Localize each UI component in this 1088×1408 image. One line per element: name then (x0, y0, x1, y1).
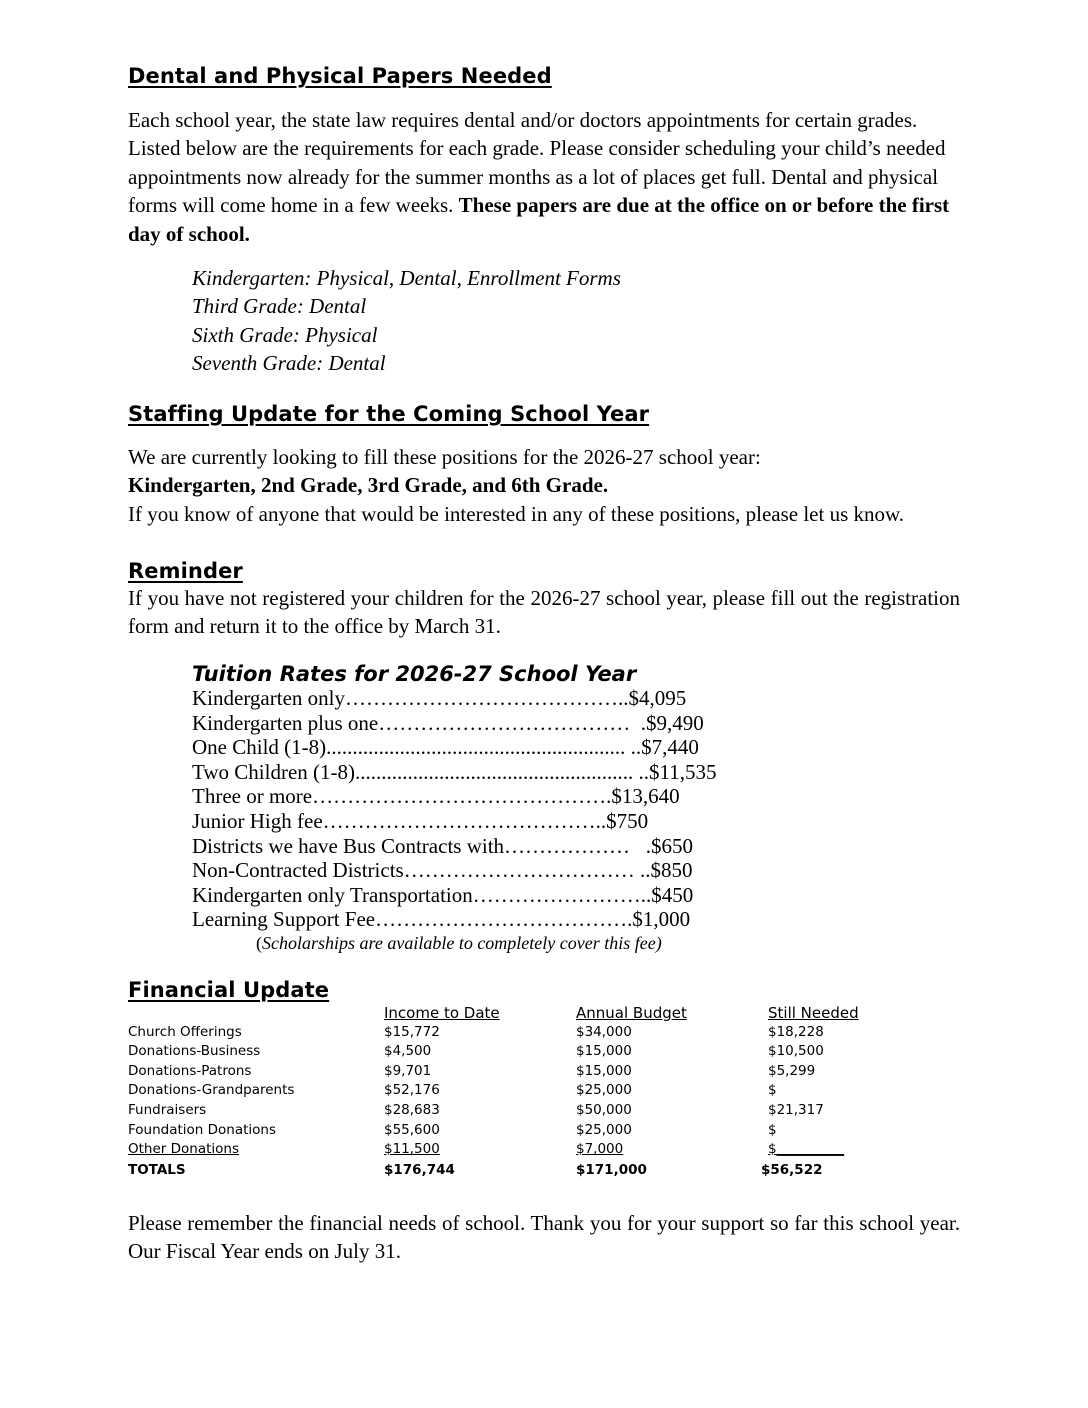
tuition-price: $11,535 (649, 759, 717, 784)
tuition-row (192, 686, 716, 711)
income-to-date: $52,176 (384, 1082, 440, 1099)
column-header-budget: Annual Budget (576, 1004, 687, 1022)
closing-paragraph: Please remember the financial needs of school. Thank you for your support so far this school year. Our Fiscal Year ends on July 31. (128, 1211, 960, 1264)
tuition-row (192, 711, 716, 736)
still-needed: $ (768, 1082, 777, 1099)
tuition-leader: …………………….. (472, 882, 652, 907)
tuition-leader: ......................................................... .. (326, 735, 642, 760)
tuition-price: $9,490 (645, 710, 704, 735)
tuition-label: One Child (1-8) (192, 735, 327, 760)
staffing-positions: Kindergarten, 2nd Grade, 3rd Grade, and 6th Grade. (128, 473, 609, 498)
tuition-row (192, 883, 716, 908)
grade-requirement-item: Seventh Grade: Dental (192, 351, 386, 376)
totals-needed: $56,522 (761, 1161, 823, 1178)
grade-requirement-item: Sixth Grade: Physical (192, 322, 378, 347)
income-to-date: $4,500 (384, 1043, 432, 1060)
tuition-rates (192, 662, 716, 954)
still-needed: $18,228 (768, 1023, 824, 1040)
tuition-label: Junior High fee (192, 808, 323, 833)
income-to-date: $11,500 (384, 1141, 440, 1158)
tuition-row (192, 834, 716, 859)
grade-requirements-list (192, 264, 621, 378)
tuition-leader: ………………………………….. (345, 686, 629, 710)
row-label: Other Donations (128, 1141, 239, 1158)
dental-paragraph (128, 106, 962, 248)
tuition-leader: ..................................................... .. (355, 759, 649, 784)
annual-budget: $25,000 (576, 1121, 632, 1138)
row-label: Donations-Business (128, 1043, 261, 1060)
totals-label: TOTALS (128, 1161, 186, 1178)
tuition-label: Kindergarten plus one (192, 710, 379, 735)
tuition-price: $7,440 (641, 735, 699, 760)
tuition-leader: …………………………… .. (403, 858, 651, 883)
staffing-paragraph (128, 443, 962, 528)
grade-requirement-item: Kindergarten: Physical, Dental, Enrollment Forms (192, 266, 621, 290)
tuition-price: $750 (606, 808, 649, 833)
annual-budget: $7,000 (576, 1141, 624, 1158)
grade-requirement-item: Third Grade: Dental (192, 294, 367, 319)
tuition-price: $650 (651, 833, 694, 858)
tuition-row (192, 760, 716, 785)
note-text: Scholarships are available to completely cover this fee) (262, 932, 662, 953)
tuition-label: Three or more (192, 784, 313, 809)
reminder-text: If you have not registered your children for the 2026-27 school year, please fill out the registration form and return it to the office by March 31. (128, 586, 960, 639)
tuition-label: Kindergarten only Transportation (192, 882, 473, 907)
still-needed: $__________ (768, 1141, 845, 1158)
totals-income: $176,744 (384, 1161, 455, 1178)
annual-budget: $15,000 (576, 1062, 632, 1079)
tuition-leader: ……………………………………. (312, 784, 612, 809)
still-needed: $10,500 (768, 1043, 824, 1060)
row-label: Church Offerings (128, 1023, 242, 1040)
annual-budget: $50,000 (576, 1101, 632, 1118)
tuition-label: Districts we have Bus Contracts with (192, 833, 505, 858)
dental-heading: Dental and Physical Papers Needed (128, 64, 552, 88)
tuition-row (192, 784, 716, 809)
tuition-label: Kindergarten only (192, 686, 345, 710)
tuition-leader: ……………………………… . (378, 710, 646, 735)
totals-budget: $171,000 (576, 1161, 647, 1178)
income-to-date: $55,600 (384, 1121, 440, 1138)
tuition-price: $850 (650, 858, 693, 883)
row-label: Donations-Patrons (128, 1062, 252, 1079)
tuition-row (192, 809, 716, 834)
still-needed: $5,299 (768, 1062, 816, 1079)
tuition-leader: ………………………………….. (322, 808, 607, 833)
still-needed: $ (768, 1121, 777, 1138)
tuition-price: $450 (651, 882, 694, 907)
tuition-row (192, 858, 716, 883)
staffing-intro: We are currently looking to fill these positions for the 2026-27 school year: (128, 445, 761, 469)
dental-body-text: Each school year, the state law requires dental and/or doctors appointments for certain grades. Listed below are the requirements for each grade. Please consider scheduling your child’s needed appointments now already for the summer months as a lot of places get full. Dental and physical forms will come home in a few weeks. (128, 108, 946, 218)
tuition-label: Two Children (1-8) (192, 759, 355, 784)
tuition-title: Tuition Rates for 2026-27 School Year (192, 662, 637, 686)
staffing-request: If you know of anyone that would be interested in any of these positions, please let us know. (128, 501, 905, 526)
annual-budget: $34,000 (576, 1023, 632, 1040)
still-needed: $21,317 (768, 1101, 824, 1118)
tuition-label: Learning Support Fee (192, 907, 376, 932)
tuition-row (192, 907, 716, 932)
tuition-leader: ………………………………. (375, 907, 633, 932)
annual-budget: $15,000 (576, 1043, 632, 1060)
row-label: Foundation Donations (128, 1121, 277, 1138)
tuition-leader: ……………… . (504, 833, 652, 858)
column-header-needed: Still Needed (768, 1004, 859, 1022)
income-to-date: $9,701 (384, 1062, 432, 1079)
reminder-heading: Reminder (128, 559, 243, 583)
tuition-price: $13,640 (611, 784, 680, 809)
tuition-label: Non-Contracted Districts (192, 858, 404, 883)
column-header-income: Income to Date (384, 1004, 500, 1022)
tuition-rows (192, 686, 716, 932)
scholarship-note (256, 932, 716, 954)
financial-heading: Financial Update (128, 978, 330, 1002)
income-to-date: $28,683 (384, 1101, 440, 1118)
tuition-price: $1,000 (632, 907, 691, 932)
tuition-row (192, 735, 716, 760)
annual-budget: $25,000 (576, 1082, 632, 1099)
row-label: Donations-Grandparents (128, 1082, 295, 1099)
dental-due-notice: These papers are due at the office on or before the first day of school. (128, 193, 950, 246)
row-label: Fundraisers (128, 1101, 207, 1118)
income-to-date: $15,772 (384, 1023, 440, 1040)
staffing-heading: Staffing Update for the Coming School Year (128, 402, 650, 426)
note-paren: ( (256, 932, 262, 953)
tuition-price: $4,095 (628, 686, 687, 710)
